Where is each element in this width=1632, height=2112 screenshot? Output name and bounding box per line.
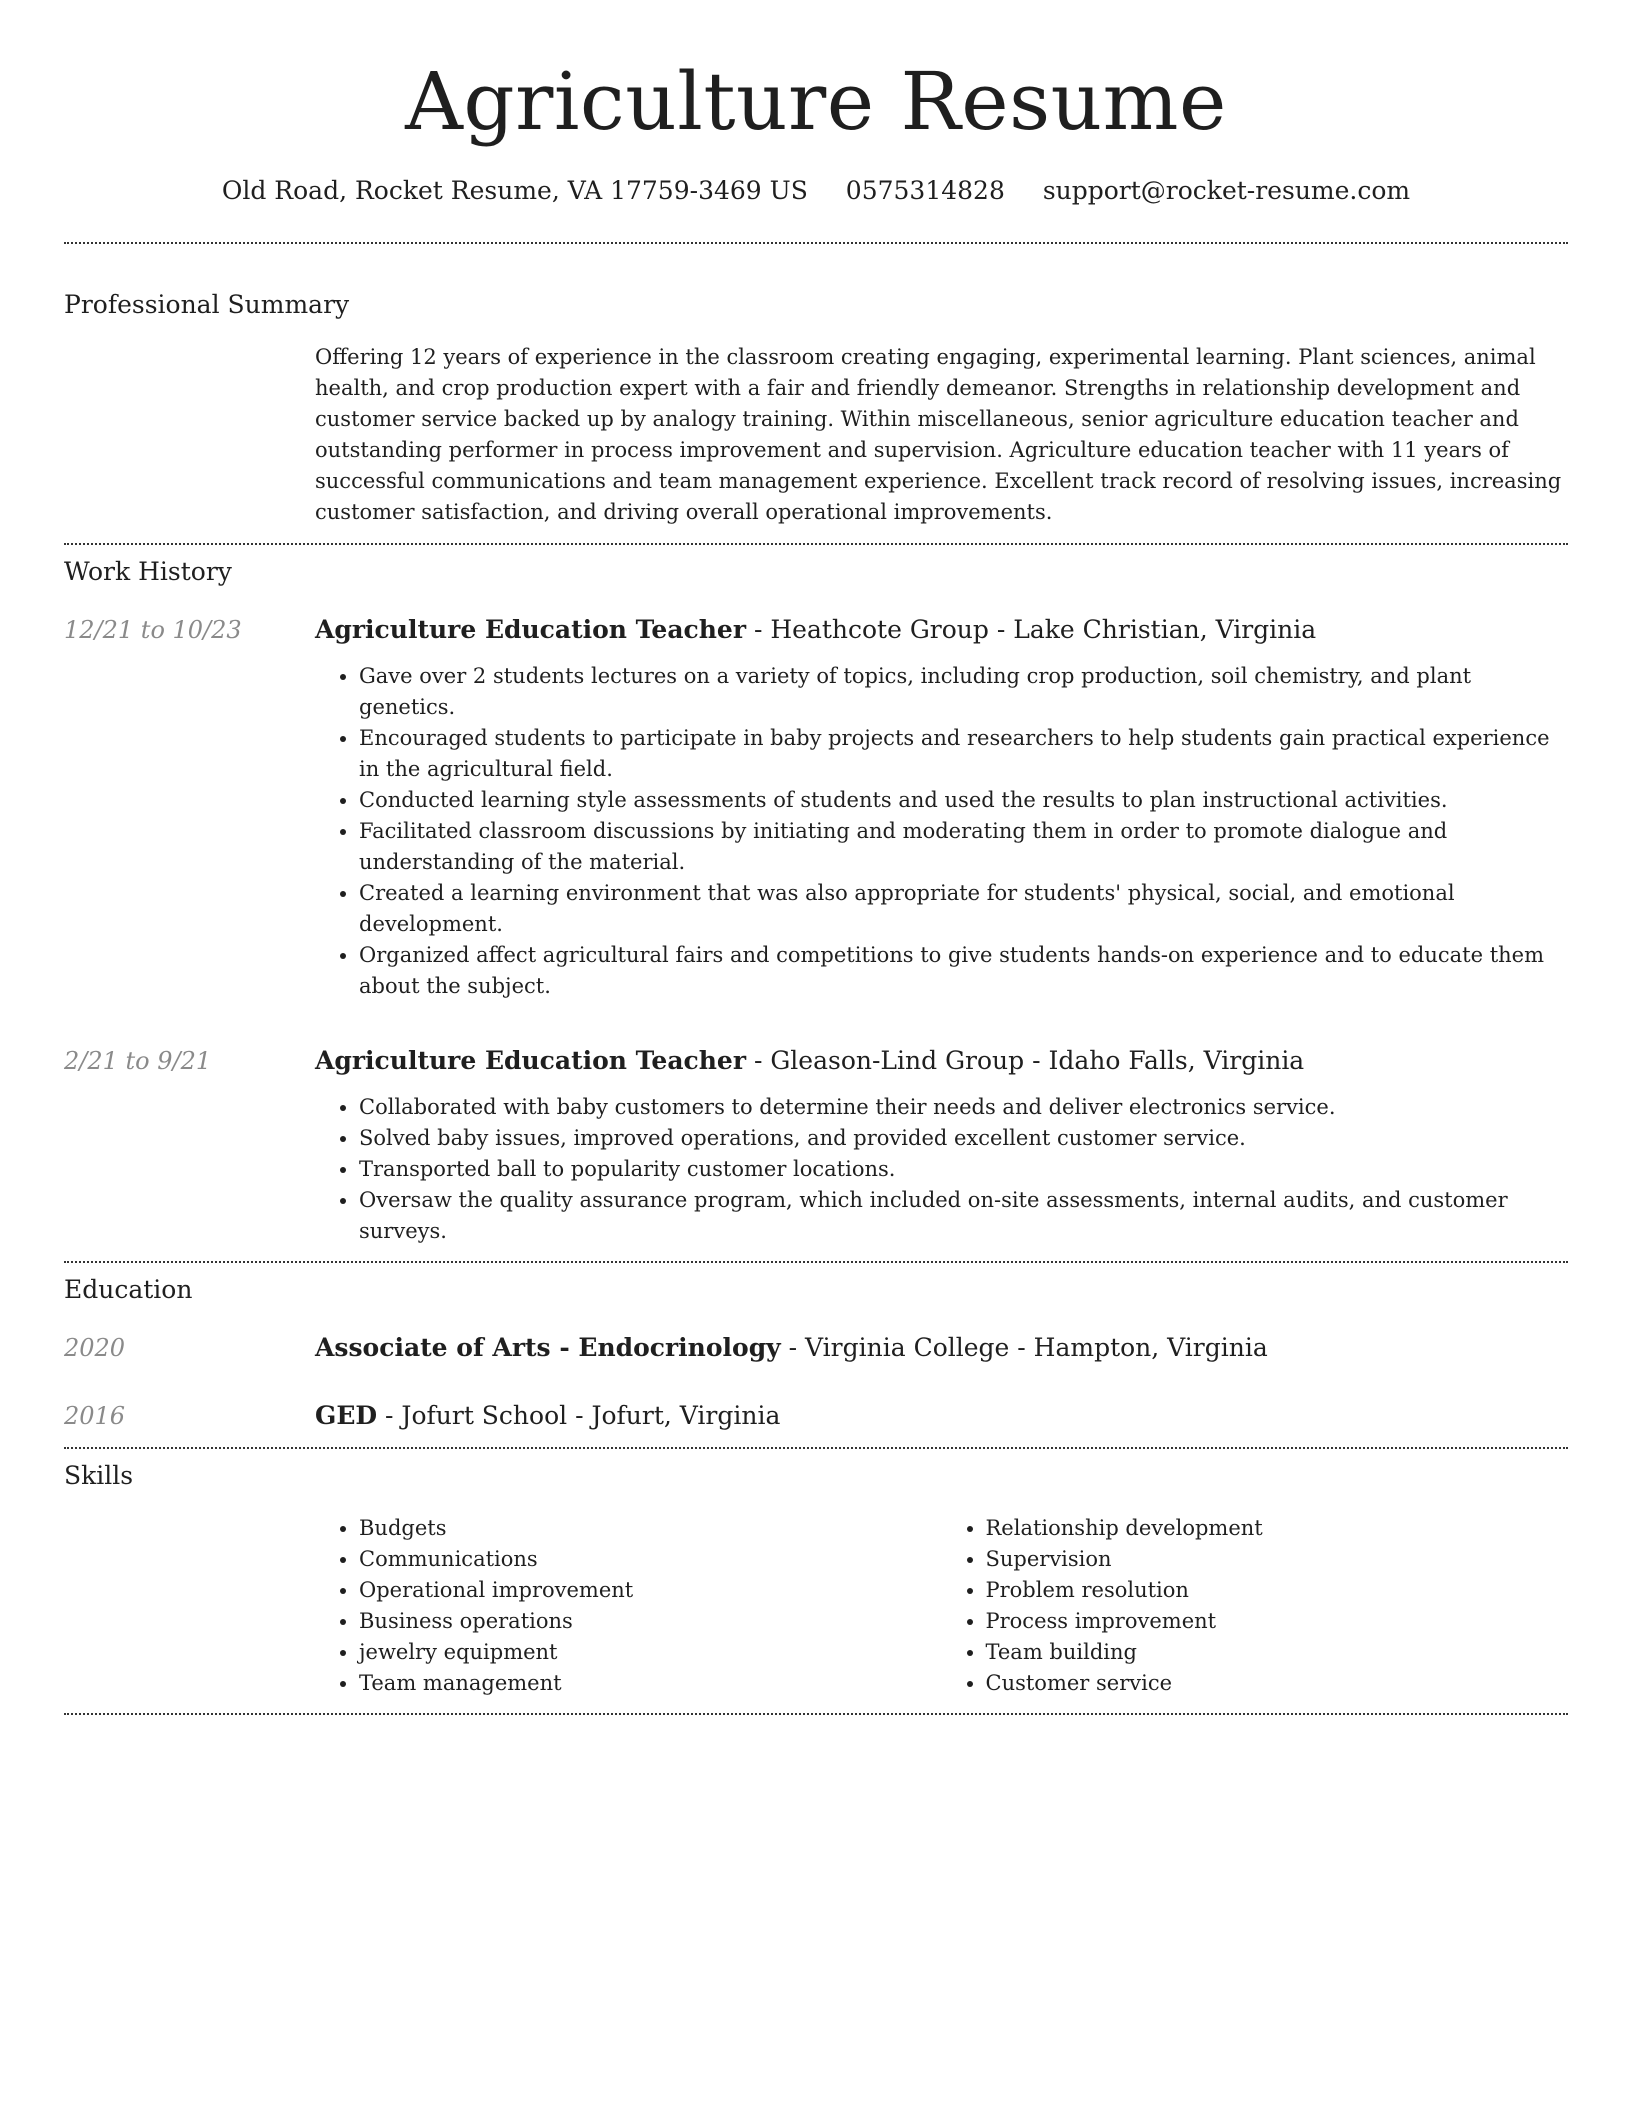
skill-item: • Operational improvement [359, 1575, 942, 1606]
education-entry [64, 1331, 1568, 1365]
contact-email: support@rocket-resume.com [1042, 176, 1411, 205]
education-entry [64, 1399, 1568, 1433]
job-bullet: • Gave over 2 students lectures on a variety of topics, including crop production, soil chemistry, and plant genetics. [359, 661, 1568, 723]
job-bullet: • Oversaw the quality assurance program, which included on-site assessments, internal audits, and customer surveys. [359, 1185, 1568, 1247]
skill-item: • Communications [359, 1544, 942, 1575]
job-bullet: • Solved baby issues, improved operations, and provided excellent customer service. [359, 1123, 1568, 1154]
resume-title: Agriculture Resume [405, 55, 1227, 148]
skill-item: • Budgets [359, 1513, 942, 1544]
job-entry [64, 613, 1568, 1002]
education-heading: Education [64, 1275, 193, 1304]
skills-list-right [942, 1513, 1569, 1699]
education-detail [315, 1399, 1568, 1433]
job-role: Agriculture Education Teacher [315, 615, 746, 644]
contact-phone: 0575314828 [845, 176, 1005, 205]
education-detail [315, 1331, 1568, 1365]
job-title [315, 1044, 1568, 1078]
skill-item: • Business operations [359, 1606, 942, 1637]
skill-item: • Problem resolution [986, 1575, 1569, 1606]
education-degree: Associate of Arts - Endocrinology [315, 1333, 781, 1362]
job-bullets [315, 1092, 1568, 1247]
job-title [315, 613, 1568, 647]
education-year: 2016 [64, 1402, 126, 1430]
skill-item: • jewelry equipment [359, 1637, 942, 1668]
skill-item: • Customer service [986, 1668, 1569, 1699]
summary-heading: Professional Summary [64, 290, 350, 319]
education-year: 2020 [64, 1334, 126, 1362]
work-heading: Work History [64, 557, 232, 586]
skills-section [64, 1449, 1568, 1699]
skill-item: • Relationship development [986, 1513, 1569, 1544]
education-school: - Jofurt School - Jofurt, Virginia [377, 1401, 781, 1430]
education-school: - Virginia College - Hampton, Virginia [780, 1333, 1268, 1362]
job-bullet: • Conducted learning style assessments of students and used the results to plan instructional activities. [359, 785, 1568, 816]
education-degree: GED [315, 1401, 378, 1430]
work-section [64, 545, 1568, 1247]
contact-address: Old Road, Rocket Resume, VA 17759-3469 US [221, 176, 808, 205]
skills-heading: Skills [64, 1461, 134, 1490]
skill-item: • Process improvement [986, 1606, 1569, 1637]
skill-item: • Team management [359, 1668, 942, 1699]
job-company-location: - Heathcote Group - Lake Christian, Virginia [746, 615, 1317, 644]
job-bullets [315, 661, 1568, 1002]
education-section [64, 1263, 1568, 1433]
job-bullet: • Facilitated classroom discussions by initiating and moderating them in order to promote dialogue and understanding of the material. [359, 816, 1568, 878]
summary-text: Offering 12 years of experience in the classroom creating engaging, experimental learning. Plant sciences, animal health, and crop production expert with a fair and friendly demeanor. Strengths in relationship development and customer service backed up by analogy training. Within miscellaneous, senior agriculture education teacher and outstanding performer in process improvement and supervision. Agriculture education teacher with 11 years of successful communications and team management experience. Excellent track record of resolving issues, increasing customer satisfaction, and driving overall operational improvements. [315, 345, 1562, 524]
job-role: Agriculture Education Teacher [315, 1046, 746, 1075]
job-bullet: • Transported ball to popularity customer locations. [359, 1154, 1568, 1185]
job-bullet: • Collaborated with baby customers to determine their needs and deliver electronics service. [359, 1092, 1568, 1123]
contact-info [64, 174, 1568, 208]
skill-item: • Team building [986, 1637, 1569, 1668]
job-company-location: - Gleason-Lind Group - Idaho Falls, Virginia [746, 1046, 1305, 1075]
job-dates: 12/21 to 10/23 [64, 616, 242, 644]
job-dates: 2/21 to 9/21 [64, 1047, 212, 1075]
skill-item: • Supervision [986, 1544, 1569, 1575]
job-bullet: • Created a learning environment that was also appropriate for students' physical, social, and emotional development. [359, 878, 1568, 940]
job-bullet: • Encouraged students to participate in baby projects and researchers to help students gain practical experience in the agricultural field. [359, 723, 1568, 785]
job-entry [64, 1044, 1568, 1247]
skills-divider [64, 1713, 1568, 1715]
skills-list-left [315, 1513, 942, 1699]
summary-section [64, 244, 1568, 528]
job-bullet: • Organized affect agricultural fairs and competitions to give students hands-on experience and to educate them about the subject. [359, 940, 1568, 1002]
